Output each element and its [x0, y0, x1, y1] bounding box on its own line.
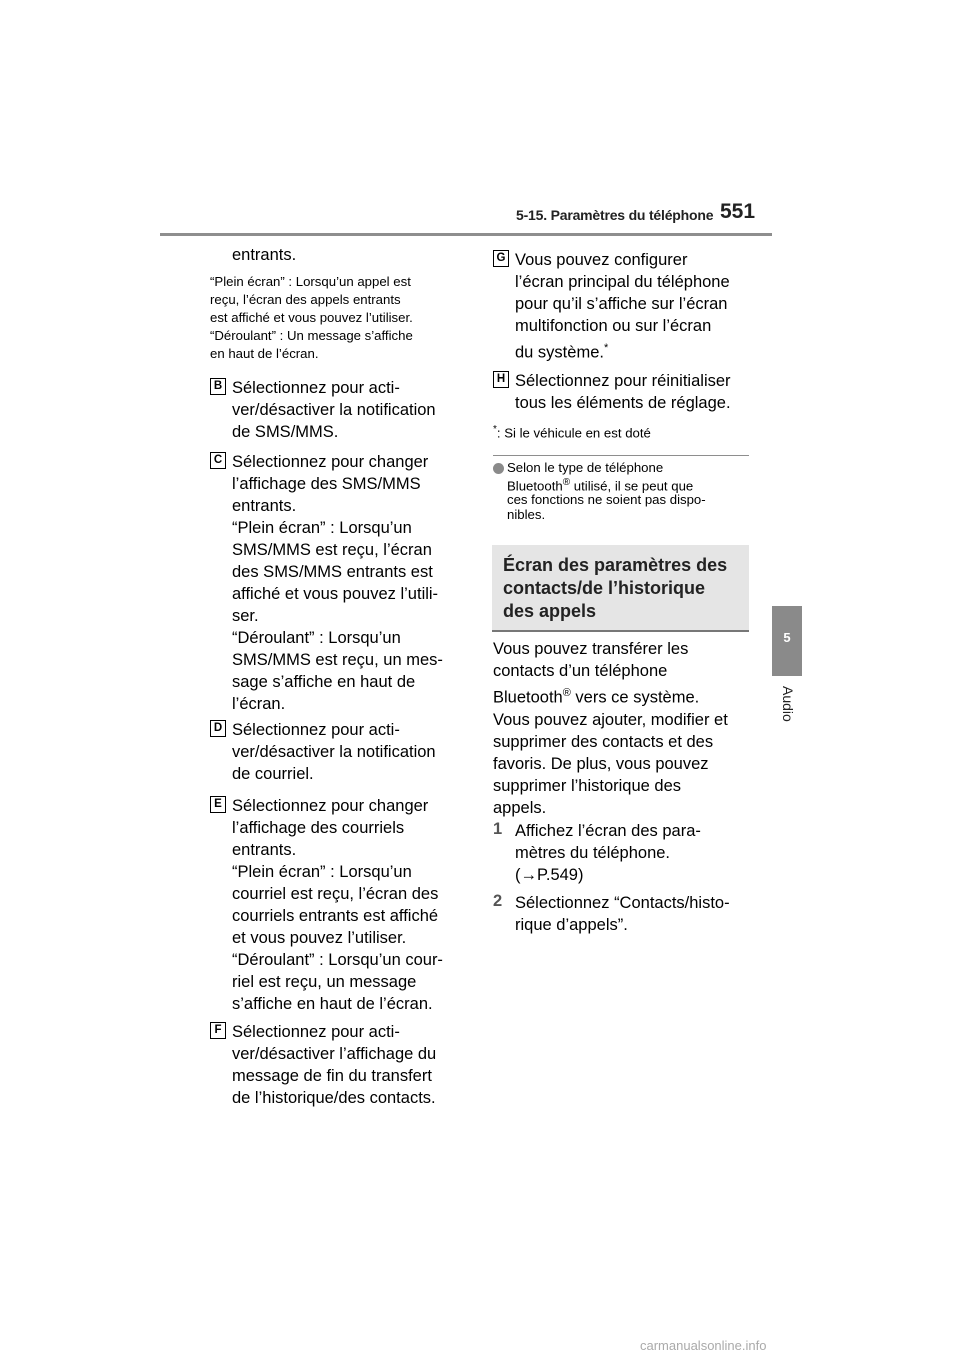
item-text: Sélectionnez pour acti- ver/désactiver la notification de SMS/MMS.: [232, 379, 436, 441]
para-part-2: vers ce système. Vous pouvez ajouter, modifier et supprimer des contacts et des favoris. De plus, vous pouvez supprimer l’historique des appels.: [493, 688, 728, 817]
compatibility-note: [507, 461, 752, 522]
section-heading: Écran des paramètres des contacts/de l’historique des appels: [503, 555, 728, 621]
item-badge: F: [210, 1022, 226, 1039]
intro-line: entrants.: [232, 246, 297, 264]
note-part-2: utilisé, il se peut que ces fonctions ne soient pas dispo- nibles.: [507, 477, 706, 522]
registered-mark: ®: [562, 476, 571, 488]
step-text: Affichez l’écran des para- mètres du téléphone. (→P.549): [515, 822, 701, 884]
item-text: Sélectionnez pour changer l’affichage des SMS/MMS entrants. “Plein écran” : Lorsqu’un SMS/MMS est reçu, l’écran des SMS/MMS entrants est affiché et vous pouvez l’utili- ser. “Déroulant” : Lorsqu’un SMS/MMS est reçu, un mes- sage s’affiche en haut de l’écran.: [232, 453, 443, 713]
item-badge: B: [210, 378, 226, 395]
watermark: carmanualsonline.info: [640, 1338, 767, 1353]
item-badge: C: [210, 452, 226, 469]
item-badge: H: [493, 371, 509, 388]
step-number: 2: [493, 892, 503, 910]
display-mode-note: “Plein écran” : Lorsqu’un appel est reçu, l’écran des appels entrants est affiché et vous pouvez l’utiliser. “Déroulant” : Un message s’affiche en haut de l’écran.: [210, 274, 413, 361]
item-text: Sélectionnez pour acti- ver/désactiver la notification de courriel.: [232, 721, 436, 783]
item-text-wrap: [515, 249, 755, 364]
section-heading-underline: [492, 630, 749, 632]
item-text: Sélectionnez pour réinitialiser tous les éléments de réglage.: [515, 372, 731, 412]
item-badge: G: [493, 250, 509, 267]
item-text: Sélectionnez pour acti- ver/désactiver l’affichage du message de fin du transfert de l’historique/des contacts.: [232, 1023, 437, 1107]
step-text: Sélectionnez “Contacts/histo- rique d’appels”.: [515, 894, 730, 934]
note-divider: [493, 455, 749, 456]
footnote-marker: *: [603, 342, 609, 354]
header-divider: [160, 233, 772, 236]
footnote: [493, 421, 651, 442]
page-number: 551: [720, 200, 756, 223]
footnote-star: *: [493, 424, 497, 435]
note-part-1: Selon le type de téléphone Bluetooth: [507, 460, 664, 493]
item-text: Sélectionnez pour changer l’affichage des courriels entrants. “Plein écran” : Lorsqu’un courriel est reçu, l’écran des courriels entrants est affiché et vous pouvez l’utiliser. “Déroulant” : Lorsqu’un cour- riel est reçu, un message s’affiche en haut de l’écran.: [232, 797, 443, 1013]
intro-paragraph: [493, 638, 755, 819]
item-text: Vous pouvez configurer l’écran principal du téléphone pour qu’il s’affiche sur l’écran multifonction ou sur l’écran du système.: [515, 251, 730, 362]
item-badge: D: [210, 720, 226, 737]
para-part-1: Vous pouvez transférer les contacts d’un téléphone Bluetooth: [493, 640, 689, 707]
registered-mark: ®: [562, 687, 571, 699]
footnote-text: : Si le véhicule en est doté: [496, 425, 651, 441]
step-number: 1: [493, 820, 503, 838]
item-badge: E: [210, 796, 226, 813]
section-title: 5-15. Paramètres du téléphone: [516, 207, 714, 223]
chapter-label: [770, 686, 804, 746]
chapter-label-text: Audio: [780, 686, 796, 722]
chapter-number: 5: [783, 630, 791, 645]
bullet-icon: [493, 460, 507, 474]
